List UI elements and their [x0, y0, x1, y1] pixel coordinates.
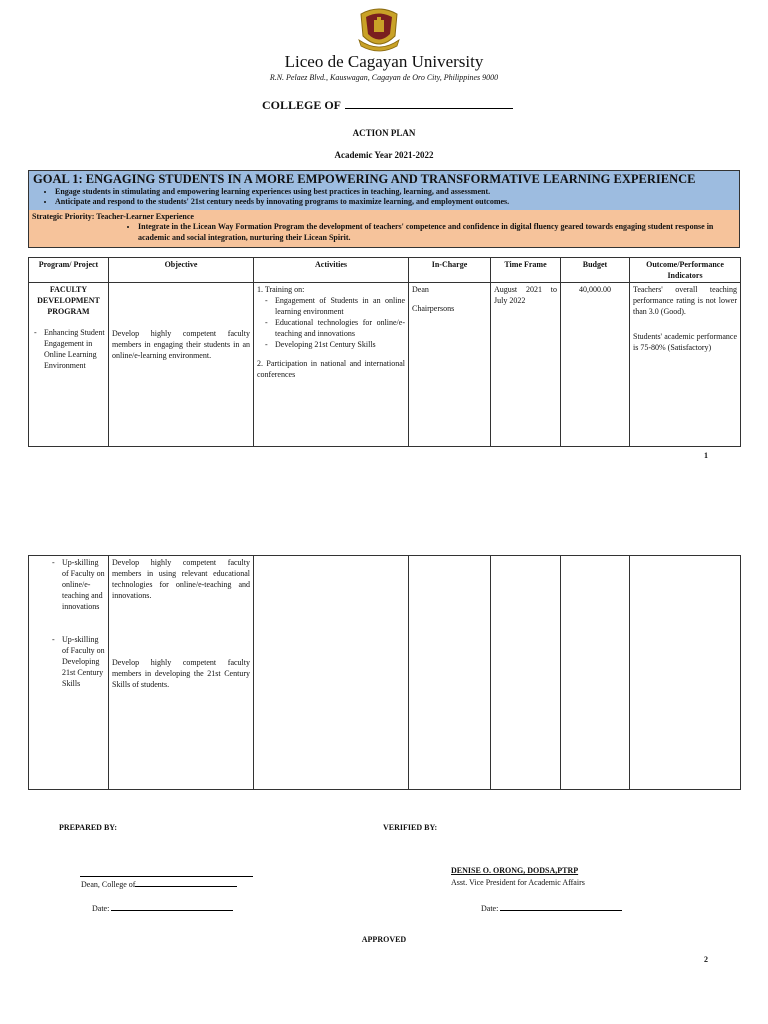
- activities-heading: 1. Training on:: [257, 285, 305, 294]
- objective-text: Develop highly competent faculty members in using relevant educational technologies for online/e-teaching and innovations.: [112, 558, 250, 600]
- program-item: - Up-skilling of Faculty on Developing 21st Century Skills: [50, 634, 105, 689]
- verified-date-field: [481, 902, 622, 913]
- col-header-program: Program/ Project: [29, 258, 109, 283]
- budget-cell: 40,000.00: [561, 283, 630, 447]
- approved-label: APPROVED: [361, 935, 407, 944]
- activity-item: - Engagement of Students in an online learning environment: [263, 295, 405, 317]
- col-header-outcome: Outcome/Performance Indicators: [630, 258, 741, 283]
- date-label: Date:: [92, 904, 110, 913]
- program-list: [32, 557, 105, 612]
- goal-bullet: • Anticipate and respond to the students' 21st century needs by innovating programs to maximize learning, and employment outcomes.: [55, 197, 735, 207]
- university-name: Liceo de Cagayan University: [284, 52, 484, 71]
- college-label: COLLEGE OF: [262, 98, 342, 112]
- date-label: Date:: [481, 904, 499, 913]
- incharge-cell: [409, 556, 491, 790]
- col-header-incharge: In-Charge: [409, 258, 491, 283]
- college-blank-line: [135, 878, 237, 887]
- goal-bullet: • Engage students in stimulating and empowering learning experiences using best practices in teaching, learning, and assessment.: [55, 187, 735, 197]
- col-header-budget: Budget: [561, 258, 630, 283]
- timeframe-cell: August 2021 to July 2022: [491, 283, 561, 447]
- outcome-cell: [630, 556, 741, 790]
- program-list: [32, 327, 105, 371]
- strategic-priority-label: Strategic Priority: Teacher-Learner Experience: [32, 212, 194, 221]
- prepared-by-label: PREPARED BY:: [59, 823, 118, 832]
- objective-cell: [109, 283, 254, 447]
- verified-by-label: VERIFIED BY:: [383, 823, 438, 832]
- budget-cell: [561, 556, 630, 790]
- program-item: - Enhancing Student Engagement in Online Learning Environment: [32, 327, 105, 371]
- incharge-dean: Dean: [412, 285, 429, 294]
- table-row: [29, 556, 741, 790]
- program-cell: [29, 556, 109, 790]
- prepared-date-field: [92, 902, 233, 913]
- col-header-timeframe: Time Frame: [491, 258, 561, 283]
- goal-section: [28, 170, 740, 248]
- outcome-teachers: Teachers' overall teaching performance rating is not lower than 3.0 (Good).: [633, 285, 737, 316]
- program-title: FACULTY DEVELOPMENT PROGRAM: [37, 285, 100, 316]
- page-number: 2: [704, 955, 708, 964]
- table-row: [29, 283, 741, 447]
- table-header-row: [29, 258, 741, 283]
- page-number: 1: [704, 451, 708, 460]
- strategic-priority: [29, 210, 739, 247]
- objective-text: Develop highly competent faculty members in engaging their students in an online/e-learning environment.: [112, 329, 250, 360]
- university-address: R.N. Pelaez Blvd., Kauswagan, Cagayan de Oro City, Philippines 9000: [269, 73, 499, 82]
- outcome-cell: [630, 283, 741, 447]
- activity-conferences: 2. Participation in national and international conferences: [257, 359, 405, 379]
- college-blank-line: [345, 99, 513, 109]
- activities-cell: [254, 283, 409, 447]
- action-plan-table-continued: [28, 555, 741, 790]
- program-list: [32, 634, 105, 689]
- program-item: - Up-skilling of Faculty on online/e-teaching and innovations: [50, 557, 105, 612]
- activity-item: - Educational technologies for online/e-teaching and innovations: [263, 317, 405, 339]
- objective-text: Develop highly competent faculty members in developing the 21st Century Skills of students.: [112, 658, 250, 689]
- date-blank-line: [111, 902, 233, 911]
- col-header-objective: Objective: [109, 258, 254, 283]
- strategic-priority-item: • Integrate in the Licean Way Formation Program the development of teachers' competence and confidence in digital fluency geared towards engaging student response in academic and social integration, nurturing their Licean Spirit.: [138, 221, 736, 243]
- action-plan-table: [28, 257, 741, 447]
- date-blank-line: [500, 902, 622, 911]
- objective-cell: [109, 556, 254, 790]
- dean-signature-line: [80, 876, 253, 877]
- goal-header: [29, 171, 739, 210]
- incharge-chairpersons: Chairpersons: [412, 304, 455, 313]
- document-title: ACTION PLAN: [352, 128, 416, 138]
- verifier-title: Asst. Vice President for Academic Affairs: [451, 878, 585, 887]
- incharge-cell: [409, 283, 491, 447]
- program-cell: [29, 283, 109, 447]
- activity-item: - Developing 21st Century Skills: [263, 339, 405, 350]
- dean-college-field: [81, 878, 237, 889]
- verifier-name: DENISE O. ORONG, DODSA,PTRP: [451, 866, 579, 875]
- dean-college-label: Dean, College of: [81, 880, 136, 889]
- activities-list: [257, 295, 405, 350]
- college-field: [262, 98, 513, 113]
- activities-cell: [254, 556, 409, 790]
- timeframe-cell: [491, 556, 561, 790]
- academic-year: Academic Year 2021-2022: [334, 150, 434, 160]
- university-seal-logo: [357, 6, 401, 52]
- outcome-students: Students' academic performance is 75-80% (Satisfactory): [633, 332, 737, 352]
- goal-bullet-list: [33, 187, 735, 207]
- col-header-activities: Activities: [254, 258, 409, 283]
- strategic-priority-list: [32, 221, 736, 243]
- goal-title: GOAL 1: ENGAGING STUDENTS IN A MORE EMPOWERING AND TRANSFORMATIVE LEARNING EXPERIENCE: [33, 172, 696, 186]
